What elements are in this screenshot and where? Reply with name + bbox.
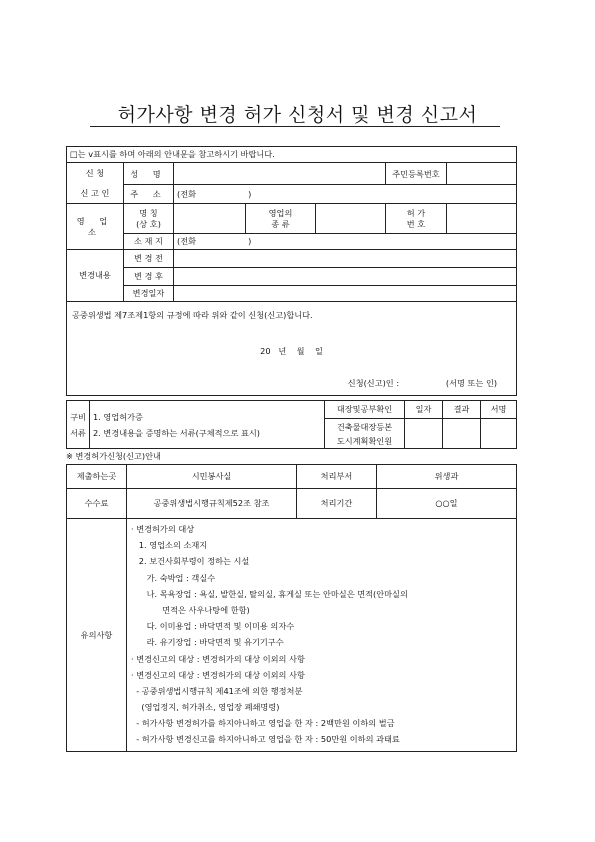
notes-line: 가. 숙박업 : 객실수 [131, 572, 216, 583]
period-value: ○○일 [377, 489, 517, 519]
documents-items: 1. 영업허가증 2. 변경내용을 증명하는 서류(구체적으로 표시) [90, 401, 325, 449]
title-underline [90, 126, 500, 127]
business-label: 영 업 소 [67, 204, 124, 250]
notes-list [131, 521, 512, 748]
notes-line: · 변경신고의 대상 : 변경허가의 대상 이외의 사항 [131, 669, 305, 680]
notes-line: 면적은 사우나탕에 한함) [131, 604, 250, 615]
check-col-result: 결과 [443, 401, 481, 419]
applicant-label: 신 청 신 고 인 [67, 163, 124, 204]
after-label: 변 경 후 [124, 268, 174, 286]
change-date-field[interactable] [174, 286, 517, 302]
name-field[interactable] [174, 163, 386, 185]
dept-label: 처리부서 [297, 465, 377, 489]
check-date-field[interactable] [405, 419, 443, 449]
location-field[interactable]: (전화 ) [174, 234, 517, 250]
change-date-label: 변경일자 [124, 286, 174, 302]
notes-line: 2. 보건사회부령이 정하는 시설 [131, 556, 250, 567]
check-result-field[interactable] [443, 419, 481, 449]
fee-value: 공중위생법시행규칙제52조 참조 [127, 489, 297, 519]
dept-value: 위생과 [377, 465, 517, 489]
declaration-date[interactable]: 20 년 월 일 [260, 346, 323, 357]
guide-heading: ※ 변경허가신청(신고)안내 [66, 451, 161, 461]
name-label: 성 명 [124, 163, 174, 185]
submit-value: 시민봉사실 [127, 465, 297, 489]
permit-number-label: 허 가 번 호 [386, 204, 447, 234]
declaration-signer[interactable]: 신청(신고)인 : (서명 또는 인) [347, 377, 498, 388]
notes-label: 유의사항 [67, 519, 127, 752]
notes-line: 1. 영업소의 소재지 [131, 540, 208, 551]
application-form-table [66, 146, 517, 396]
business-name-label: 명 칭 (상 호) [124, 204, 174, 234]
check-sign-field[interactable] [481, 419, 517, 449]
notes-line: (영업정지, 허가취소, 영업장 폐쇄명령) [131, 702, 280, 713]
declaration-block [67, 302, 517, 396]
notes-line: · 변경허가의 대상 [131, 524, 195, 534]
id-number-field[interactable] [447, 163, 517, 185]
location-label: 소 재 지 [124, 234, 174, 250]
notes-line: 다. 이미용업 : 바닥면적 및 이미용 의자수 [131, 621, 295, 632]
address-field[interactable]: (전화 ) [174, 185, 517, 204]
id-number-label: 주민등록번호 [386, 163, 447, 185]
notes-line: - 허가사항 변경신고를 하지아니하고 영업을 한 자 : 50만원 이하의 과태료 [131, 734, 400, 745]
notes-block [127, 519, 517, 752]
guide-table [66, 464, 517, 752]
notes-line: - 공중위생법시행규칙 제41조에 의한 행정처분 [131, 685, 303, 696]
change-label: 변경내용 [67, 250, 124, 302]
business-name-field[interactable] [174, 204, 246, 234]
after-field[interactable] [174, 268, 517, 286]
fee-label: 수수료 [67, 489, 127, 519]
period-label: 처리기간 [297, 489, 377, 519]
before-label: 변 경 전 [124, 250, 174, 268]
declaration-text: 공중위생법 제7조제1항의 규정에 따라 위와 같이 신청(신고)합니다. [72, 310, 313, 320]
check-col-date: 일자 [405, 401, 443, 419]
business-type-field[interactable] [316, 204, 386, 234]
check-header: 대장및공부확인 [325, 401, 405, 419]
documents-label: 구비 서류 [67, 401, 90, 449]
business-type-label: 영업의 종 류 [246, 204, 316, 234]
submit-label: 제출하는곳 [67, 465, 127, 489]
notes-line: · 변경신고의 대상 : 변경허가의 대상 이외의 사항 [131, 653, 305, 664]
address-label: 주 소 [124, 185, 174, 204]
check-items: 건축물대장등본 도시계획확인원 [325, 419, 405, 449]
permit-number-field[interactable] [447, 204, 517, 234]
notes-line: - 허가사항 변경허가를 하지아니하고 영업을 한 자 : 2백만원 이하의 벌금 [131, 718, 395, 729]
notes-line: 나. 목욕장업 : 욕실, 발한실, 탈의실, 휴게실 또는 안마실은 면적(안마실의 [131, 588, 408, 599]
before-field[interactable] [174, 250, 517, 268]
intro-text: □는 v표시를 하며 아래의 안내문을 참고하시기 바랍니다. [67, 147, 517, 163]
form-title: 허가사항 변경 허가 신청서 및 변경 신고서 [117, 104, 478, 126]
documents-table [66, 400, 517, 449]
check-col-sign: 서명 [481, 401, 517, 419]
notes-line: 라. 유기장업 : 바닥면적 및 유기기구수 [131, 637, 284, 648]
